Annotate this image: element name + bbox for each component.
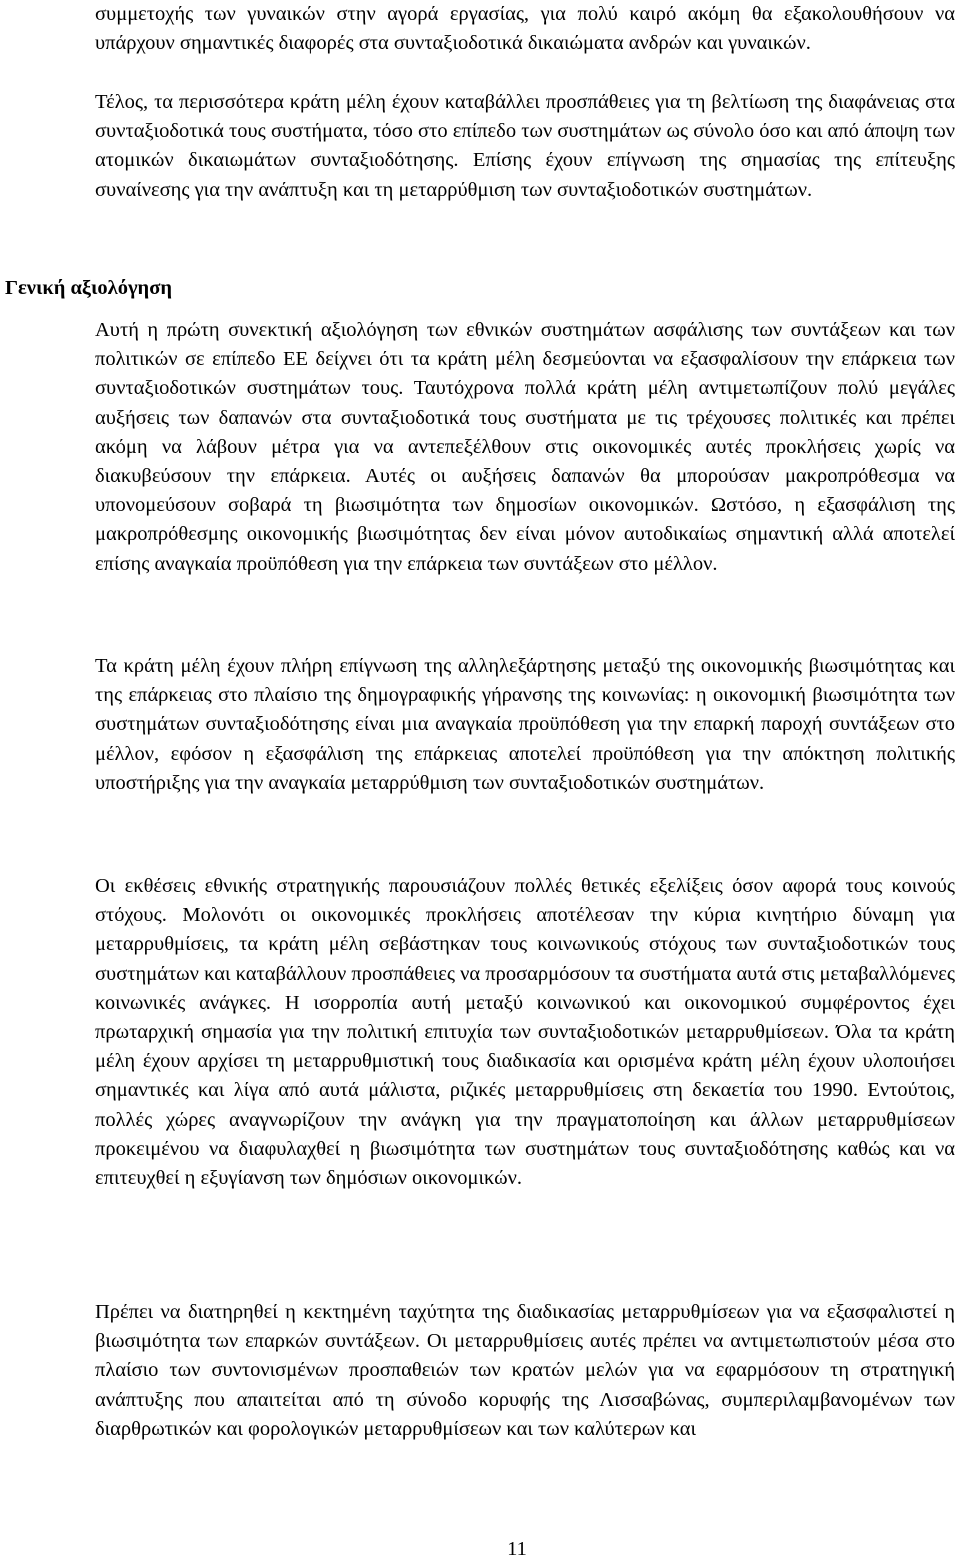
paragraph-continuation: συμμετοχής των γυναικών στην αγορά εργασίας, για πολύ καιρό ακόμη θα εξακολουθήσουν να υπάρχουν σημαντικές διαφορές στα συνταξιοδοτικά δικαιώματα ανδρών και γυναικών. bbox=[95, 3, 955, 55]
page-number: 11 bbox=[507, 1538, 527, 1560]
paragraph-national-strategies: Οι εκθέσεις εθνικής στρατηγικής παρουσιάζουν πολλές θετικές εξελίξεις όσον αφορά τους κοινούς στόχους. Μολονότι οι οικονομικές προκλήσεις αποτέλεσαν την κύρια κινητήριο δύναμη για μεταρρυθμίσεις, τα κράτη μέλη σεβάστηκαν τους κοινωνικούς στόχους των συνταξιοδοτικών τους συστημάτων και καταβάλλουν προσπάθειες να προσαρμόσουν τα συστήματα αυτά στις μεταβαλλόμενες κοινωνικές ανάγκες. Η ισορροπία αυτή μεταξύ κοινωνικού και οικονομικού συμφέροντος έχει πρωταρχική σημασία για την πολιτική επιτυχία των συνταξιοδοτικών μεταρρυθμίσεων. Όλα τα κράτη μέλη έχουν αρχίσει τη μεταρρυθμιστική τους διαδικασία και ορισμένα κράτη μέλη έχουν υλοποιήσει σημαντικές και λίγα από αυτά μάλιστα, ριζικές μεταρρυθμίσεις στη δεκαετία του 1990. Εντούτοις, πολλές χώρες αναγνωρίζουν την ανάγκη για την πραγματοποίηση και άλλων μεταρρυθμίσεων προκειμένου να διαφυλαχθεί η βιωσιμότητα των συστημάτων τους συνταξιοδότησης καθώς και να επιτευχθεί η εξυγίανση των δημόσιων οικονομικών. bbox=[95, 875, 955, 1190]
paragraph-assessment: Αυτή η πρώτη συνεκτική αξιολόγηση των εθνικών συστημάτων ασφάλισης των συντάξεων και των πολιτικών σε επίπεδο ΕΕ δείχνει ότι τα κράτη μέλη δεσμεύονται να εξασφαλίσουν την επάρκεια των συνταξιοδοτικών συστημάτων τους. Ταυτόχρονα πολλά κράτη μέλη αντιμετωπίζουν πολύ μεγάλες αυξήσεις των δαπανών στα συνταξιοδοτικά τους συστήματα με τις τρέχουσες πολιτικές και πρέπει ακόμη να λάβουν μέτρα για να αντεπεξέλθουν στις οικονομικές αυτές προκλήσεις χωρίς να διακυβεύσουν την επάρκεια. Αυτές οι αυξήσεις δαπανών θα μπορούσαν μακροπρόθεσμα να υπονομεύσουν σοβαρά τη βιωσιμότητα των δημοσίων οικονομικών. Ωστόσο, η εξασφάλιση της μακροπρόθεσμης οικονομικής βιωσιμότητας δεν είναι μόνον αυτοδικαίως σημαντική αλλά αποτελεί επίσης αναγκαία προϋπόθεση για την επάρκεια των συντάξεων στο μέλλον. bbox=[95, 319, 955, 575]
paragraph-transparency: Τέλος, τα περισσότερα κράτη μέλη έχουν καταβάλλει προσπάθειες για τη βελτίωση της διαφάνειας στα συνταξιοδοτικά τους συστήματα, τόσο στο επίπεδο των συστημάτων ως σύνολο όσο και από άποψη των ατομικών δικαιωμάτων συνταξιοδότησης. Επίσης έχουν επίγνωση της σημασίας της επίτευξης συναίνεσης για την ανάπτυξη και τη μεταρρύθμιση των συνταξιοδοτικών συστημάτων. bbox=[95, 91, 955, 201]
paragraph-interdependence: Τα κράτη μέλη έχουν πλήρη επίγνωση της αλληλεξάρτησης μεταξύ της οικονομικής βιωσιμότητας και της επάρκειας στο πλαίσιο της δημογραφικής γήρανσης της κοινωνίας: η οικονομική βιωσιμότητα των συστημάτων συνταξιοδότησης είναι μια αναγκαία προϋπόθεση για την επαρκή παροχή συντάξεων στο μέλλον, εφόσον η εξασφάλιση της επάρκειας αποτελεί προϋπόθεση για την απόκτηση πολιτικής υποστήριξης για την αναγκαία μεταρρύθμιση των συνταξιοδοτικών συστημάτων. bbox=[95, 655, 955, 794]
paragraph-reform-momentum: Πρέπει να διατηρηθεί η κεκτημένη ταχύτητα της διαδικασίας μεταρρυθμίσεων για να εξασφαλιστεί η βιωσιμότητα των επαρκών συντάξεων. Οι μεταρρυθμίσεις αυτές πρέπει να αντιμετωπιστούν μέσα στο πλαίσιο των συντονισμένων προσπαθειών των κρατών μελών για να εφαρμόσουν τη στρατηγική ανάπτυξης που απαιτείται από τη σύνοδο κορυφής της Λισσαβώνας, συμπεριλαμβανομένων των διαρθρωτικών και φορολογικών μεταρρυθμίσεων και των καλύτερων και bbox=[95, 1301, 955, 1440]
section-heading: Γενική αξιολόγηση bbox=[5, 277, 172, 299]
